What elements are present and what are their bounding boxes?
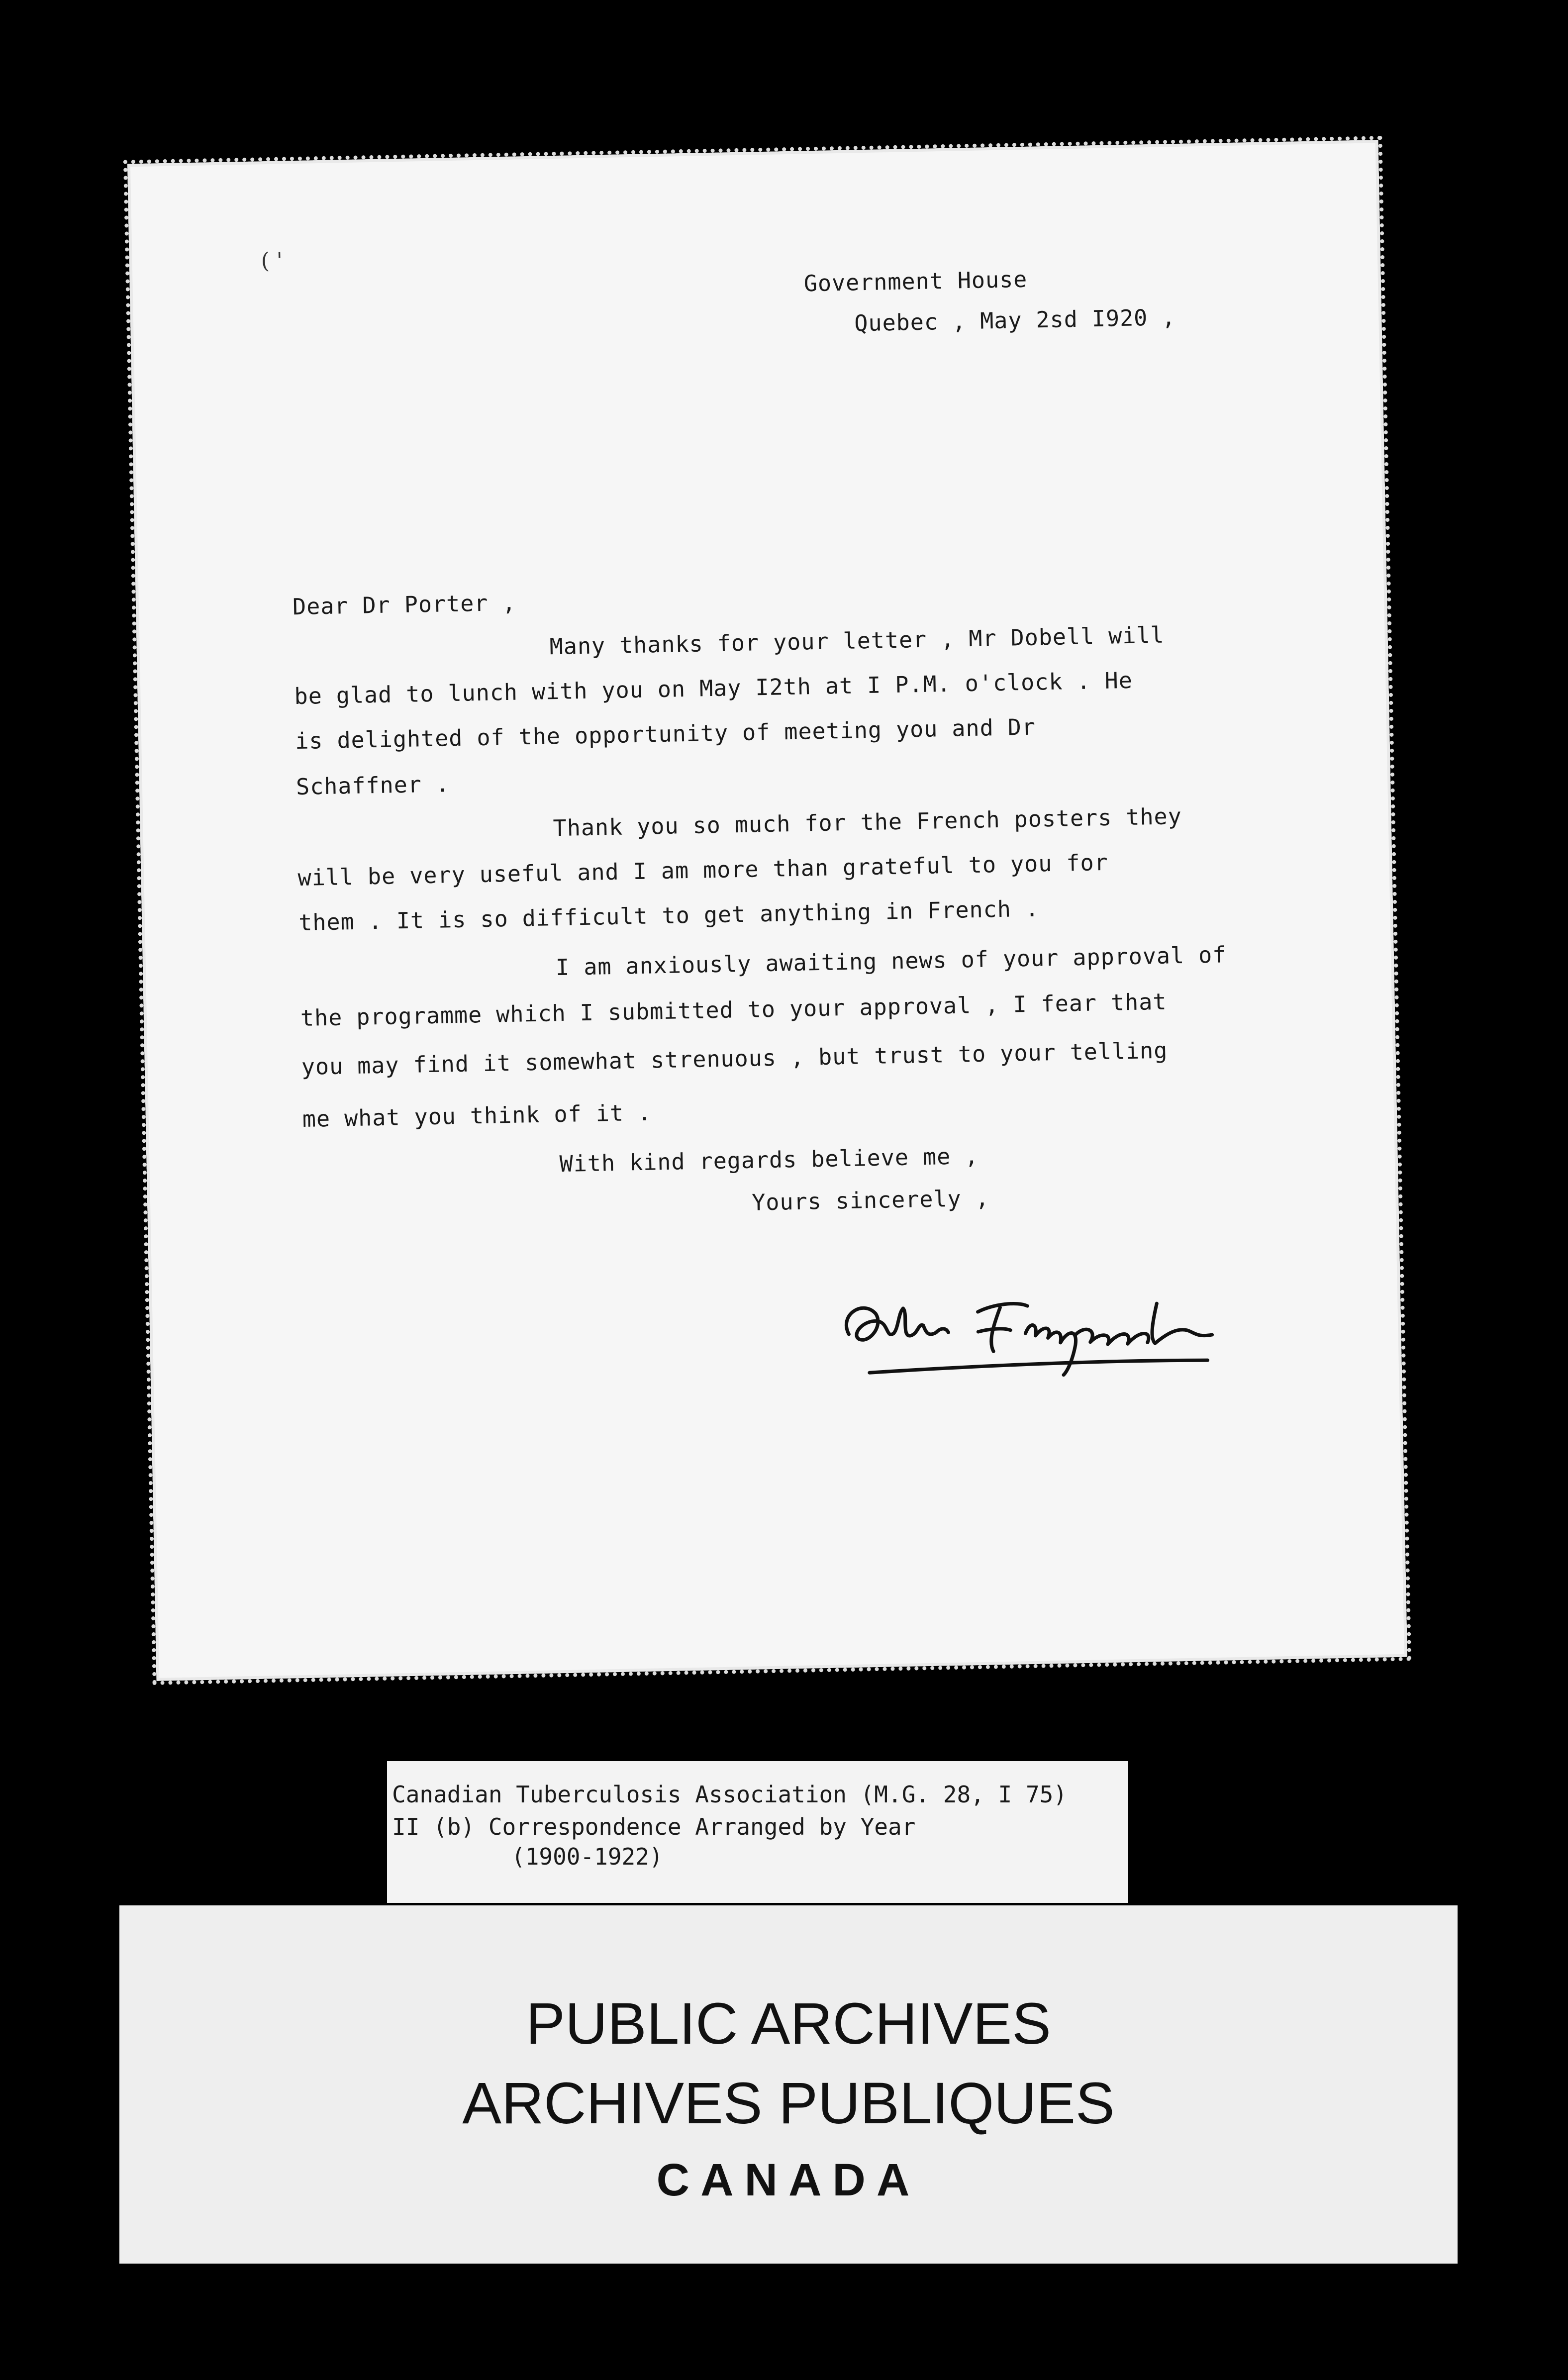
body-line-4: Schaffner . [295,771,450,800]
heading-line-2: Quebec , May 2sd I920 , [854,304,1176,337]
archive-label-line-3: (1900-1922) [511,1843,663,1870]
archive-label-line-1: Canadian Tuberculosis Association (M.G. 28, I 75) [392,1781,1068,1808]
body-line-9: the programme which I submitted to your approval , I fear that [300,988,1167,1032]
stamp-line-french: ARCHIVES PUBLIQUES [462,2071,1115,2136]
body-line-5: Thank you so much for the French posters they [553,802,1182,842]
letter-page [127,140,1407,1681]
archive-label-line-2: II (b) Correspondence Arranged by Year [392,1813,916,1840]
archive-label-card [387,1761,1128,1903]
body-line-11: me what you think of it . [302,1099,652,1133]
closing-line: With kind regards believe me , [559,1142,979,1178]
corner-mark: ( ' [261,248,283,274]
stamp-line-country: CANADA [656,2155,921,2205]
body-line-8: I am anxiously awaiting news of your approval of [555,941,1227,981]
public-archives-stamp [119,1905,1458,2264]
complimentary-close: Yours sincerely , [751,1185,990,1216]
body-line-2: be glad to lunch with you on May I2th at I P.M. o'clock . He [294,667,1133,710]
stamp-line-english: PUBLIC ARCHIVES [526,1991,1051,2057]
salutation: Dear Dr Porter , [292,589,517,620]
heading-line-1: Government House [803,266,1028,297]
body-line-3: is delighted of the opportunity of meeting you and Dr [294,713,1036,755]
body-line-7: them . It is so difficult to get anything in French . [298,895,1040,936]
handwritten-signature [828,1272,1238,1385]
body-line-10: you may find it somewhat strenuous , but trust to your telling [301,1037,1168,1081]
body-line-1: Many thanks for your letter , Mr Dobell will [549,621,1165,660]
body-line-6: will be very useful and I am more than grateful to you for [297,849,1109,892]
